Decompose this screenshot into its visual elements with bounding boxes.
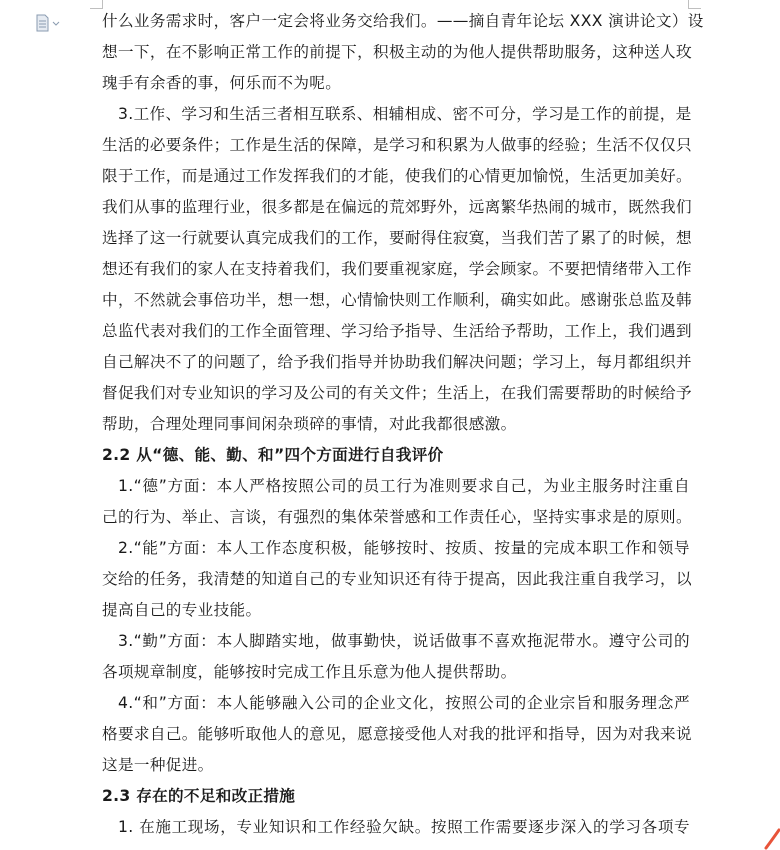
shortcoming-paragraph <box>102 812 690 843</box>
neng-paragraph <box>102 533 690 626</box>
text-line: 帮助，合理处理同事间闲杂琐碎的事情，对此我都很感激。 <box>102 415 517 433</box>
de-paragraph <box>102 471 690 533</box>
text-line: 想一下，在不影响正常工作的前提下，积极主动的为他人提供帮助服务，这种送人玫 <box>102 43 692 61</box>
section-heading-2-2: 2.2 从“德、能、勤、和”四个方面进行自我评价 <box>102 446 444 464</box>
intro-paragraph <box>102 6 704 99</box>
text-line: 总监代表对我们的工作全面管理、学习给予指导、生活给予帮助，工作上，我们遇到 <box>102 322 692 340</box>
document-page <box>102 6 704 843</box>
red-pen-mark-icon <box>764 822 780 850</box>
text-line: 3.工作、学习和生活三者相互联系、相辅相成、密不可分，学习是工作的前提，是 <box>118 105 692 123</box>
section-heading-2-3: 2.3 存在的不足和改正措施 <box>102 787 296 805</box>
point-3-paragraph <box>102 99 690 440</box>
text-line: 1.“德”方面：本人严格按照公司的员工行为准则要求自己，为业主服务时注重自 <box>118 477 690 495</box>
qin-paragraph <box>102 626 690 688</box>
text-line: 督促我们对专业知识的学习及公司的有关文件；生活上，在我们需要帮助的时候给予 <box>102 384 692 402</box>
text-line: 2.“能”方面：本人工作态度积极，能够按时、按质、按量的完成本职工作和领导 <box>118 539 690 557</box>
text-line: 3.“勤”方面：本人脚踏实地，做事勤快，说话做事不喜欢拖泥带水。遵守公司的 <box>118 632 690 650</box>
text-line: 交给的任务，我清楚的知道自己的专业知识还有待于提高，因此我注重自我学习，以 <box>102 570 692 588</box>
text-line: 生活的必要条件；工作是生活的保障，是学习和积累为人做事的经验；生活不仅仅只 <box>102 136 692 154</box>
text-line: 4.“和”方面：本人能够融入公司的企业文化，按照公司的企业宗旨和服务理念严 <box>118 694 690 712</box>
text-line: 己的行为、举止、言谈，有强烈的集体荣誉感和工作责任心，坚持实事求是的原则。 <box>102 508 692 526</box>
text-line: 我们从事的监理行业，很多都是在偏远的荒郊野外，远离繁华热闹的城市，既然我们 <box>102 198 692 216</box>
text-line: 想还有我们的家人在支持着我们，我们要重视家庭，学会顾家。不要把情绪带入工作 <box>102 260 692 278</box>
text-line: 瑰手有余香的事，何乐而不为呢。 <box>102 74 342 92</box>
text-line: 各项规章制度，能够按时完成工作且乐意为他人提供帮助。 <box>102 663 517 681</box>
text-line: 选择了这一行就要认真完成我们的工作，要耐得住寂寞，当我们苦了累了的时候，想 <box>102 229 692 247</box>
he-paragraph <box>102 688 690 781</box>
text-line: 自己解决不了的问题了，给予我们指导并协助我们解决问题；学习上，每月都组织并 <box>102 353 692 371</box>
text-line: 1. 在施工现场，专业知识和工作经验欠缺。按照工作需要逐步深入的学习各项专 <box>118 818 690 836</box>
text-line: 格要求自己。能够听取他人的意见，愿意接受他人对我的批评和指导，因为对我来说 <box>102 725 692 743</box>
text-line: 提高自己的专业技能。 <box>102 601 262 619</box>
document-icon[interactable] <box>35 13 63 33</box>
text-line: 中，不然就会事倍功半，想一想，心情愉快则工作顺利，确实如此。感谢张总监及韩 <box>102 291 692 309</box>
text-line: 这是一种促进。 <box>102 756 214 774</box>
text-line: 限于工作，而是通过工作发挥我们的才能，使我们的心情更加愉悦，生活更加美好。 <box>102 167 692 185</box>
text-line: 什么业务需求时，客户一定会将业务交给我们。——摘自青年论坛 XXX 演讲论文）设 <box>102 12 704 30</box>
